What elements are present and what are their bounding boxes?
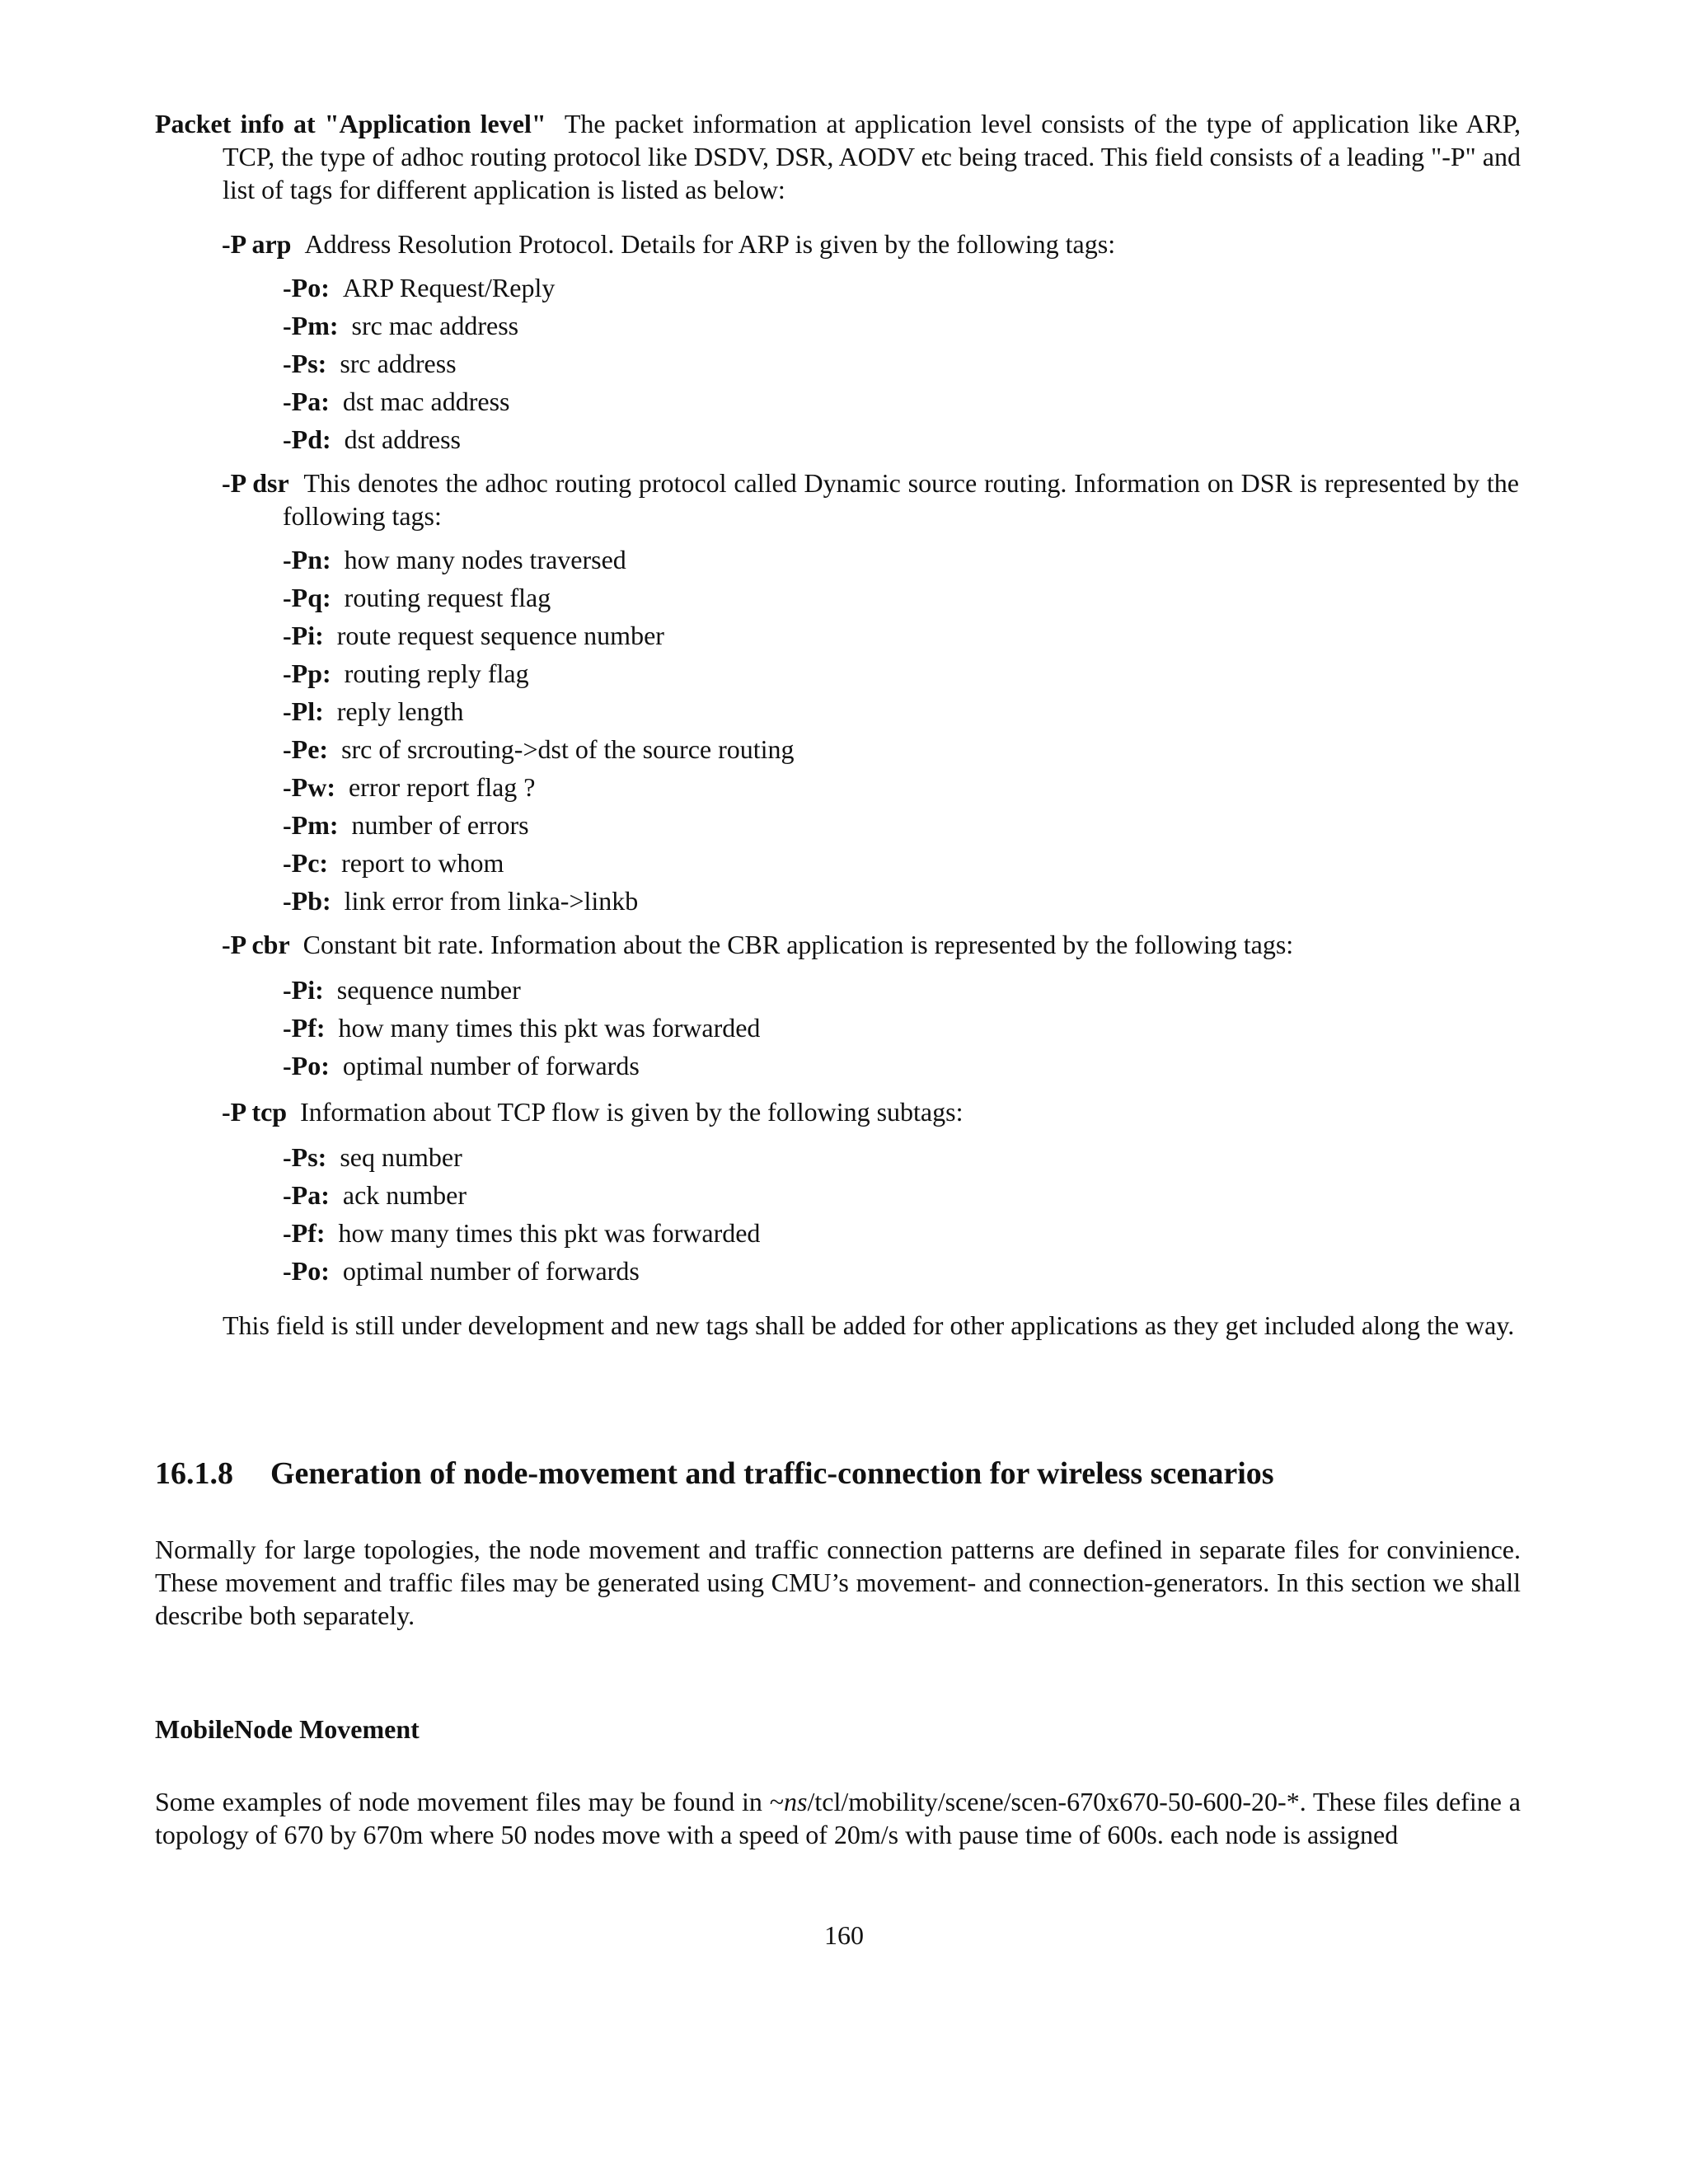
list-item: -Ps: src address — [283, 349, 457, 378]
arp-text: Address Resolution Protocol. Details for ARP is given by the following tags: — [304, 229, 1116, 259]
list-item: -Pa: ack number — [283, 1180, 467, 1210]
intro-paragraph — [155, 107, 1522, 206]
list-item: -Pe: src of srcrouting->dst of the source routing — [283, 734, 795, 764]
subsection-heading: MobileNode Movement — [155, 1714, 420, 1744]
dev-note: This field is still under development and new tags shall be added for other applications as they get included along the way. — [223, 1310, 1515, 1340]
movement-paragraph: Some examples of node movement files may be found in ~ns/tcl/mobility/scene/scen-670x670-50-600-20-*. These files define a topology of 670 by 670m where 50 nodes move with a speed of 20m/s with pause time of 600s. each node is assigned — [155, 1787, 1522, 1849]
list-item: -Pf: how many times this pkt was forwarded — [283, 1013, 761, 1043]
list-item: -Pi: sequence number — [283, 975, 521, 1005]
intro-text: The packet information at application level consists of the type of application like ARP, TCP, the type of adhoc routing protocol like DSDV, DSR, AODV etc being traced. This field consists of a leading "-P" and list of tags for different application is listed as below: — [223, 109, 1522, 204]
list-item: -Po: optimal number of forwards — [283, 1051, 640, 1080]
dsr-label: -P dsr — [222, 468, 289, 498]
list-item: -Pd: dst address — [283, 424, 461, 454]
tcp-heading — [222, 1095, 1519, 1128]
list-item: -Pp: routing reply flag — [283, 658, 529, 688]
dsr-text: This denotes the adhoc routing protocol called Dynamic source routing. Information on DSR is represented by the following tags: — [283, 468, 1520, 531]
list-item: -Pi: route request sequence number — [283, 621, 664, 650]
list-item: -Pm: number of errors — [283, 810, 529, 840]
dsr-heading — [222, 466, 1520, 532]
section-number: 16.1.8 — [155, 1456, 233, 1491]
list-item: -Po: ARP Request/Reply — [283, 273, 556, 302]
list-item: -Ps: seq number — [283, 1142, 462, 1172]
cbr-text: Constant bit rate. Information about the CBR application is represented by the following tags: — [302, 930, 1294, 959]
list-item: -Pn: how many nodes traversed — [283, 545, 626, 574]
intro-label: Packet info at "Application level" — [155, 109, 546, 138]
tcp-label: -P tcp — [222, 1097, 288, 1127]
section-title: Generation of node-movement and traffic-connection for wireless scenarios — [270, 1456, 1274, 1491]
list-item: -Pa: dst mac address — [283, 387, 510, 416]
list-item: -Po: optimal number of forwards — [283, 1256, 640, 1286]
list-item: -Pc: report to whom — [283, 848, 504, 878]
cbr-heading — [222, 928, 1519, 961]
list-item: -Pq: routing request flag — [283, 583, 551, 612]
list-item: -Pm: src mac address — [283, 311, 519, 340]
list-item: -Pf: how many times this pkt was forwarded — [283, 1218, 761, 1248]
list-item: -Pl: reply length — [283, 696, 464, 726]
section-heading — [155, 1454, 1274, 1493]
cbr-label: -P cbr — [222, 930, 290, 959]
tcp-text: Information about TCP flow is given by the following subtags: — [300, 1097, 964, 1127]
list-item: -Pw: error report flag ? — [283, 772, 536, 802]
list-item: -Pb: link error from linka->linkb — [283, 886, 639, 916]
arp-label: -P arp — [222, 229, 292, 259]
section-paragraph: Normally for large topologies, the node movement and traffic connection patterns are defined in separate files for convinience. These movement and traffic files may be generated using CMU’s movement- and connection-generators. In this section we shall describe both separately. — [155, 1535, 1521, 1630]
arp-heading — [222, 227, 1519, 260]
page-number: 160 — [824, 1920, 864, 1950]
